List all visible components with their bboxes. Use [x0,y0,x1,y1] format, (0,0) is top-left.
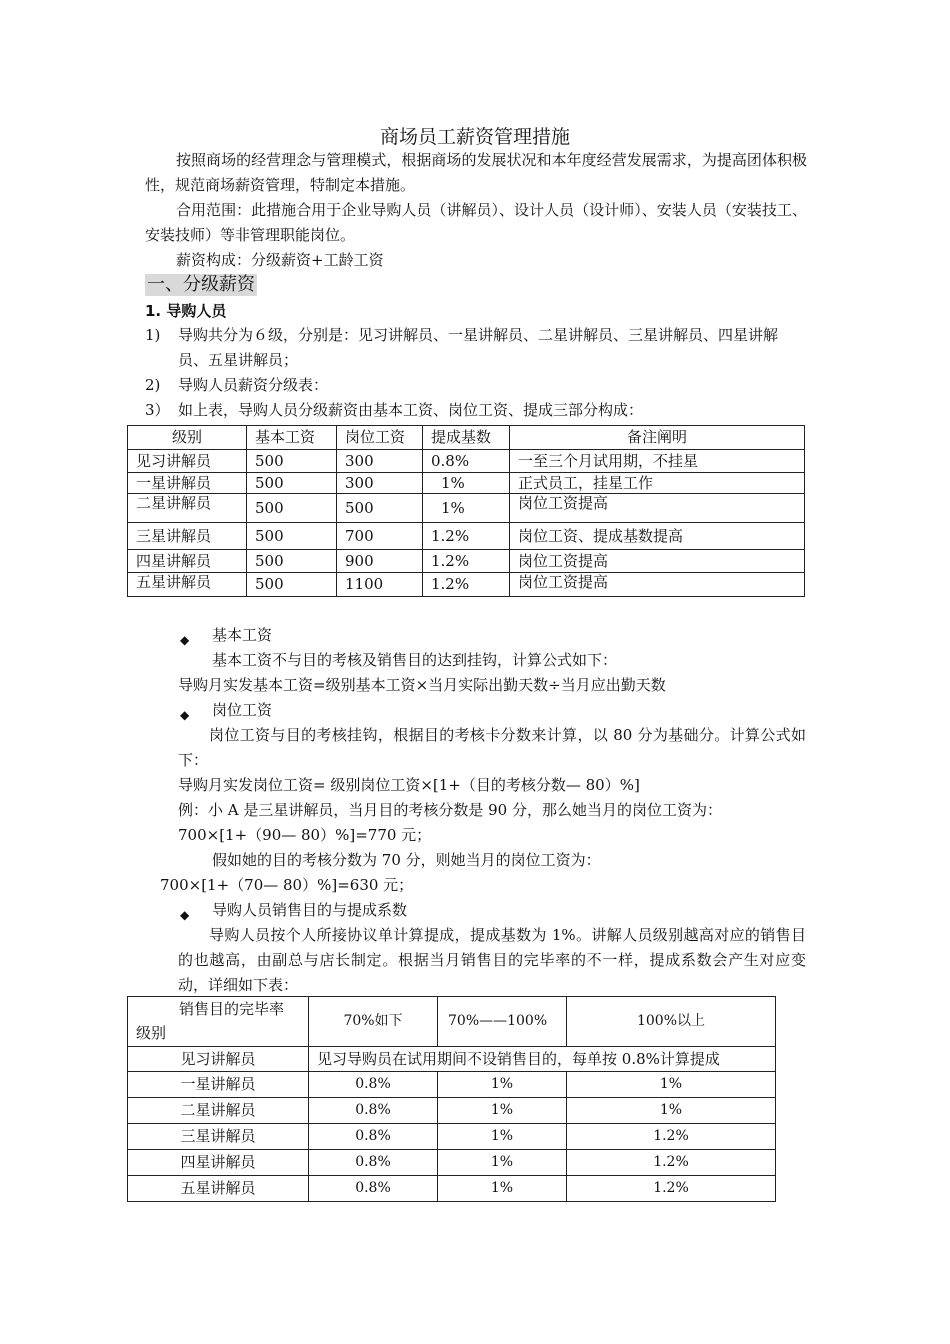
table-cell: 见习讲解员 [128,1047,309,1072]
bullet-heading: 岗位工资 [212,701,273,719]
table-header: 100%以上 [567,997,776,1047]
table-cell: 岗位工资提高 [510,494,805,523]
table-cell: 500 [247,450,337,473]
table-header: 70%——100% [438,997,567,1047]
table-cell: 1% [438,1098,567,1124]
table-cell: 300 [337,473,423,494]
table-cell: 一星讲解员 [128,473,247,494]
calculation-text: 700×[1+（70— 80）%]=630 元； [160,876,414,894]
table-cell: 岗位工资提高 [510,550,805,573]
list-item: 导购共分为６级，分别是：见习讲解员、一星讲解员、二星讲解员、三星讲解员、四星讲解员、五星讲解员； [178,326,779,369]
diamond-bullet-icon: ◆ [180,708,190,722]
commission-rate-table [127,996,776,1202]
corner-header-bottom: 级别 [136,1024,167,1042]
table-cell: 正式员工，挂星工作 [510,473,805,494]
page-title: 商场员工薪资管理措施 [379,126,570,148]
table-cell: 1% [438,1176,567,1202]
table-cell: 四星讲解员 [128,1150,309,1176]
table-row [128,473,805,494]
table-row [128,523,805,550]
diamond-bullet-icon: ◆ [180,908,190,922]
table-cell: 岗位工资、提成基数提高 [510,523,805,550]
list-number: 1) [145,326,161,344]
subsection-heading: 1. 导购人员 [145,302,227,320]
table-cell: 1% [438,1150,567,1176]
table-header: 70%如下 [309,997,438,1047]
table-header: 备注阐明 [510,426,805,450]
list-number: 3） [145,401,170,419]
table-cell: 二星讲解员 [128,494,247,523]
body-text: 导购人员按个人所接协议单计算提成，提成基数为 1%。讲解人员级别越高对应的销售目的也越高，由副总与店长制定。根据当月销售目的完毕率的不一样，提成系数会产生对应变动，详细如下表： [178,926,806,994]
table-cell: 900 [337,550,423,573]
table-cell: 500 [247,550,337,573]
table-cell: 0.8% [309,1176,438,1202]
table-row [128,1176,776,1202]
formula-text: 导购月实发基本工资=级别基本工资×当月实际出勤天数÷当月应出勤天数 [178,676,666,694]
table-row [128,450,805,473]
table-row [128,573,805,597]
table-row [128,1150,776,1176]
table-row [128,1124,776,1150]
table-cell: 500 [337,494,423,523]
table-cell: 1% [438,1072,567,1098]
table-cell: 300 [337,450,423,473]
table-cell: 0.8% [423,450,510,473]
table-cell: 500 [247,523,337,550]
scope-paragraph: 合用范围：此措施合用于企业导购人员（讲解员）、设计人员（设计师）、安装人员（安装技工、安装技师）等非管理职能岗位。 [145,201,807,244]
table-cell: 三星讲解员 [128,1124,309,1150]
table-cell: 700 [337,523,423,550]
list-item: 导购人员薪资分级表： [178,376,329,394]
table-cell: 1% [423,473,510,494]
diamond-bullet-icon: ◆ [180,633,190,647]
table-cell: 1% [438,1124,567,1150]
table-header: 岗位工资 [337,426,423,450]
formula-text: 导购月实发岗位工资= 级别岗位工资×[1+（目的考核分数— 80）%] [178,776,640,794]
table-cell: 1% [423,494,510,523]
table-cell: 0.8% [309,1150,438,1176]
table-cell: 五星讲解员 [128,573,247,597]
table-cell: 1.2% [423,573,510,597]
section-heading: 一、分级薪资 [147,274,255,295]
table-cell: 1.2% [423,523,510,550]
table-cell: 0.8% [309,1124,438,1150]
table-header: 基本工资 [247,426,337,450]
table-cell: 四星讲解员 [128,550,247,573]
table-cell: 三星讲解员 [128,523,247,550]
table-header-row [128,426,805,450]
table-cell: 1.2% [567,1124,776,1150]
salary-grade-table [127,425,805,597]
corner-header-top: 销售目的完毕率 [179,1000,285,1018]
table-header: 提成基数 [423,426,510,450]
body-text: 岗位工资与目的考核挂钩，根据目的考核卡分数来计算，以 80 分为基础分。计算公式如下： [178,726,806,769]
table-corner-cell [128,997,309,1047]
body-text: 基本工资不与目的考核及销售目的达到挂钩，计算公式如下： [212,651,618,669]
table-cell: 五星讲解员 [128,1176,309,1202]
example-text: 假如她的目的考核分数为 70 分，则她当月的岗位工资为： [212,851,601,869]
table-cell: 0.8% [309,1098,438,1124]
table-cell: 500 [247,473,337,494]
table-header: 级别 [128,426,247,450]
table-cell: 1100 [337,573,423,597]
bullet-heading: 基本工资 [212,626,273,644]
table-cell: 0.8% [309,1072,438,1098]
composition-paragraph: 薪资构成：分级薪资+工龄工资 [176,251,384,269]
table-row [128,494,805,523]
table-cell: 1.2% [567,1150,776,1176]
table-cell: 一至三个月试用期，不挂星 [510,450,805,473]
table-cell: 1.2% [423,550,510,573]
table-cell: 1% [567,1072,776,1098]
table-cell: 见习讲解员 [128,450,247,473]
table-row [128,1098,776,1124]
table-cell: 1.2% [567,1176,776,1202]
example-text: 例：小 A 是三星讲解员，当月目的考核分数是 90 分，那么她当月的岗位工资为： [178,801,722,819]
table-row [128,1047,776,1072]
table-cell: 1% [567,1098,776,1124]
table-header-row [128,997,776,1047]
table-row [128,1072,776,1098]
calculation-text: 700×[1+（90— 80）%]=770 元； [178,826,432,844]
table-cell: 岗位工资提高 [510,573,805,597]
table-cell: 500 [247,573,337,597]
table-cell: 二星讲解员 [128,1098,309,1124]
table-cell: 一星讲解员 [128,1072,309,1098]
table-cell: 500 [247,494,337,523]
list-item: 如上表，导购人员分级薪资由基本工资、岗位工资、提成三部分构成： [178,401,644,419]
bullet-heading: 导购人员销售目的与提成系数 [212,901,408,919]
table-cell: 见习导购员在试用期间不设销售目的，每单按 0.8%计算提成 [309,1047,776,1072]
intro-paragraph: 按照商场的经营理念与管理模式，根据商场的发展状况和本年度经营发展需求，为提高团体积极性，规范商场薪资管理，特制定本措施。 [145,151,807,194]
table-row [128,550,805,573]
list-number: 2) [145,376,161,394]
